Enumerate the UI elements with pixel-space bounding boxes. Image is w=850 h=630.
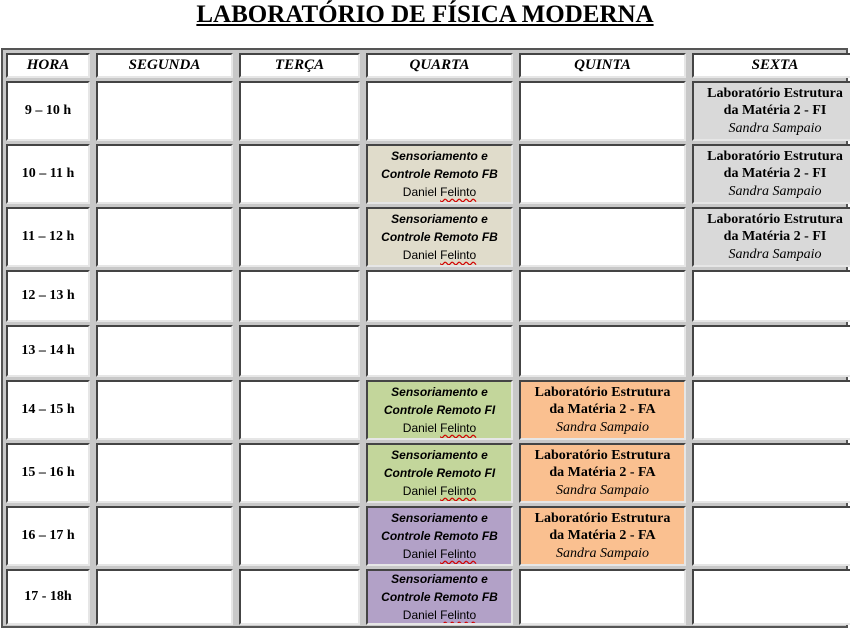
professor-name (403, 482, 476, 500)
professor-name (403, 183, 476, 201)
course-title: Sensoriamento e (391, 572, 488, 586)
schedule-cell-terca (239, 270, 360, 322)
schedule-cell-quarta (366, 81, 513, 141)
class-block-quarta (366, 207, 513, 267)
class-block-quarta (366, 144, 513, 204)
hour-cell: 9 – 10 h (6, 81, 90, 141)
class-block-sexta (692, 144, 850, 204)
schedule-cell-segunda (96, 506, 233, 566)
class-block-sexta (692, 81, 850, 141)
schedule-cell-segunda (96, 569, 233, 625)
hour-cell: 12 – 13 h (6, 270, 90, 322)
professor-name: Sandra Sampaio (728, 183, 822, 199)
course-title: Sensoriamento e (391, 511, 488, 525)
course-title: da Matéria 2 - FA (549, 401, 656, 417)
professor-name: Sandra Sampaio (556, 482, 649, 498)
schedule-cell-sexta (692, 506, 850, 566)
professor-first-name: Daniel (402, 484, 437, 498)
professor-name (403, 606, 476, 624)
professor-name (403, 246, 476, 264)
schedule-cell-segunda (96, 380, 233, 440)
course-title: Laboratório Estrutura (707, 148, 843, 164)
professor-first-name: Daniel (402, 185, 437, 199)
course-title: da Matéria 2 - FI (723, 165, 827, 181)
column-header-sexta: SEXTA (692, 53, 850, 78)
class-block-quarta (366, 380, 513, 440)
hour-cell: 13 – 14 h (6, 325, 90, 377)
schedule-cell-quarta (366, 325, 513, 377)
schedule-table (1, 48, 848, 628)
schedule-cell-quinta (519, 569, 686, 625)
schedule-cell-sexta (692, 270, 850, 322)
schedule-cell-segunda (96, 270, 233, 322)
hour-cell: 17 - 18h (6, 569, 90, 625)
schedule-cell-terca (239, 325, 360, 377)
class-block-quarta (366, 443, 513, 503)
class-block-quinta (519, 380, 686, 440)
schedule-cell-terca (239, 569, 360, 625)
hour-cell: 16 – 17 h (6, 506, 90, 566)
course-title: Controle Remoto FB (381, 167, 498, 181)
course-title: Laboratório Estrutura (707, 85, 843, 101)
hour-cell: 11 – 12 h (6, 207, 90, 267)
course-title: Controle Remoto FI (383, 466, 496, 480)
column-header-segunda: SEGUNDA (96, 53, 233, 78)
course-title: Controle Remoto FB (381, 529, 498, 543)
professor-name: Sandra Sampaio (556, 545, 649, 561)
hour-cell: 14 – 15 h (6, 380, 90, 440)
page-title: LABORATÓRIO DE FÍSICA MODERNA (196, 1, 654, 28)
professor-name: Sandra Sampaio (556, 419, 649, 435)
course-title: Laboratório Estrutura (534, 384, 671, 400)
professor-last-name: Felinto (440, 608, 477, 622)
course-title: Laboratório Estrutura (534, 447, 671, 463)
professor-first-name: Daniel (402, 248, 437, 262)
professor-name (403, 419, 476, 437)
course-title: da Matéria 2 - FI (723, 228, 827, 244)
professor-first-name: Daniel (402, 421, 437, 435)
course-title: Controle Remoto FB (381, 590, 498, 604)
schedule-cell-terca (239, 506, 360, 566)
professor-last-name: Felinto (440, 248, 477, 262)
hour-cell: 10 – 11 h (6, 144, 90, 204)
course-title: Sensoriamento e (391, 385, 488, 399)
schedule-cell-terca (239, 443, 360, 503)
schedule-cell-sexta (692, 380, 850, 440)
column-header-hora: HORA (6, 53, 90, 78)
class-block-quinta (519, 506, 686, 566)
professor-last-name: Felinto (440, 484, 477, 498)
course-title: Laboratório Estrutura (534, 510, 671, 526)
course-title: Laboratório Estrutura (707, 211, 843, 227)
professor-first-name: Daniel (402, 547, 437, 561)
schedule-cell-quinta (519, 270, 686, 322)
schedule-cell-sexta (692, 325, 850, 377)
professor-last-name: Felinto (440, 185, 477, 199)
class-block-quinta (519, 443, 686, 503)
schedule-cell-quinta (519, 207, 686, 267)
course-title: Sensoriamento e (391, 448, 488, 462)
course-title: Sensoriamento e (391, 212, 488, 226)
professor-last-name: Felinto (440, 547, 477, 561)
professor-first-name: Daniel (402, 608, 437, 622)
course-title: da Matéria 2 - FA (549, 464, 656, 480)
class-block-quarta (366, 506, 513, 566)
course-title: Controle Remoto FB (381, 230, 498, 244)
course-title: Sensoriamento e (391, 149, 488, 163)
class-block-sexta (692, 207, 850, 267)
schedule-cell-segunda (96, 144, 233, 204)
schedule-cell-sexta (692, 569, 850, 625)
schedule-cell-terca (239, 81, 360, 141)
schedule-cell-segunda (96, 207, 233, 267)
schedule-cell-quinta (519, 144, 686, 204)
schedule-cell-sexta (692, 443, 850, 503)
hour-cell: 15 – 16 h (6, 443, 90, 503)
course-title: Controle Remoto FI (383, 403, 496, 417)
professor-name: Sandra Sampaio (728, 120, 822, 136)
course-title: da Matéria 2 - FA (549, 527, 656, 543)
column-header-terca: TERÇA (239, 53, 360, 78)
schedule-cell-quinta (519, 325, 686, 377)
schedule-cell-segunda (96, 443, 233, 503)
schedule-cell-segunda (96, 325, 233, 377)
professor-last-name: Felinto (440, 421, 477, 435)
schedule-cell-terca (239, 380, 360, 440)
column-header-quinta: QUINTA (519, 53, 686, 78)
class-block-quarta (366, 569, 513, 625)
professor-name (403, 545, 476, 563)
professor-name: Sandra Sampaio (728, 246, 822, 262)
schedule-cell-terca (239, 144, 360, 204)
column-header-quarta: QUARTA (366, 53, 513, 78)
schedule-cell-terca (239, 207, 360, 267)
schedule-cell-segunda (96, 81, 233, 141)
schedule-cell-quinta (519, 81, 686, 141)
course-title: da Matéria 2 - FI (723, 102, 827, 118)
schedule-cell-quarta (366, 270, 513, 322)
